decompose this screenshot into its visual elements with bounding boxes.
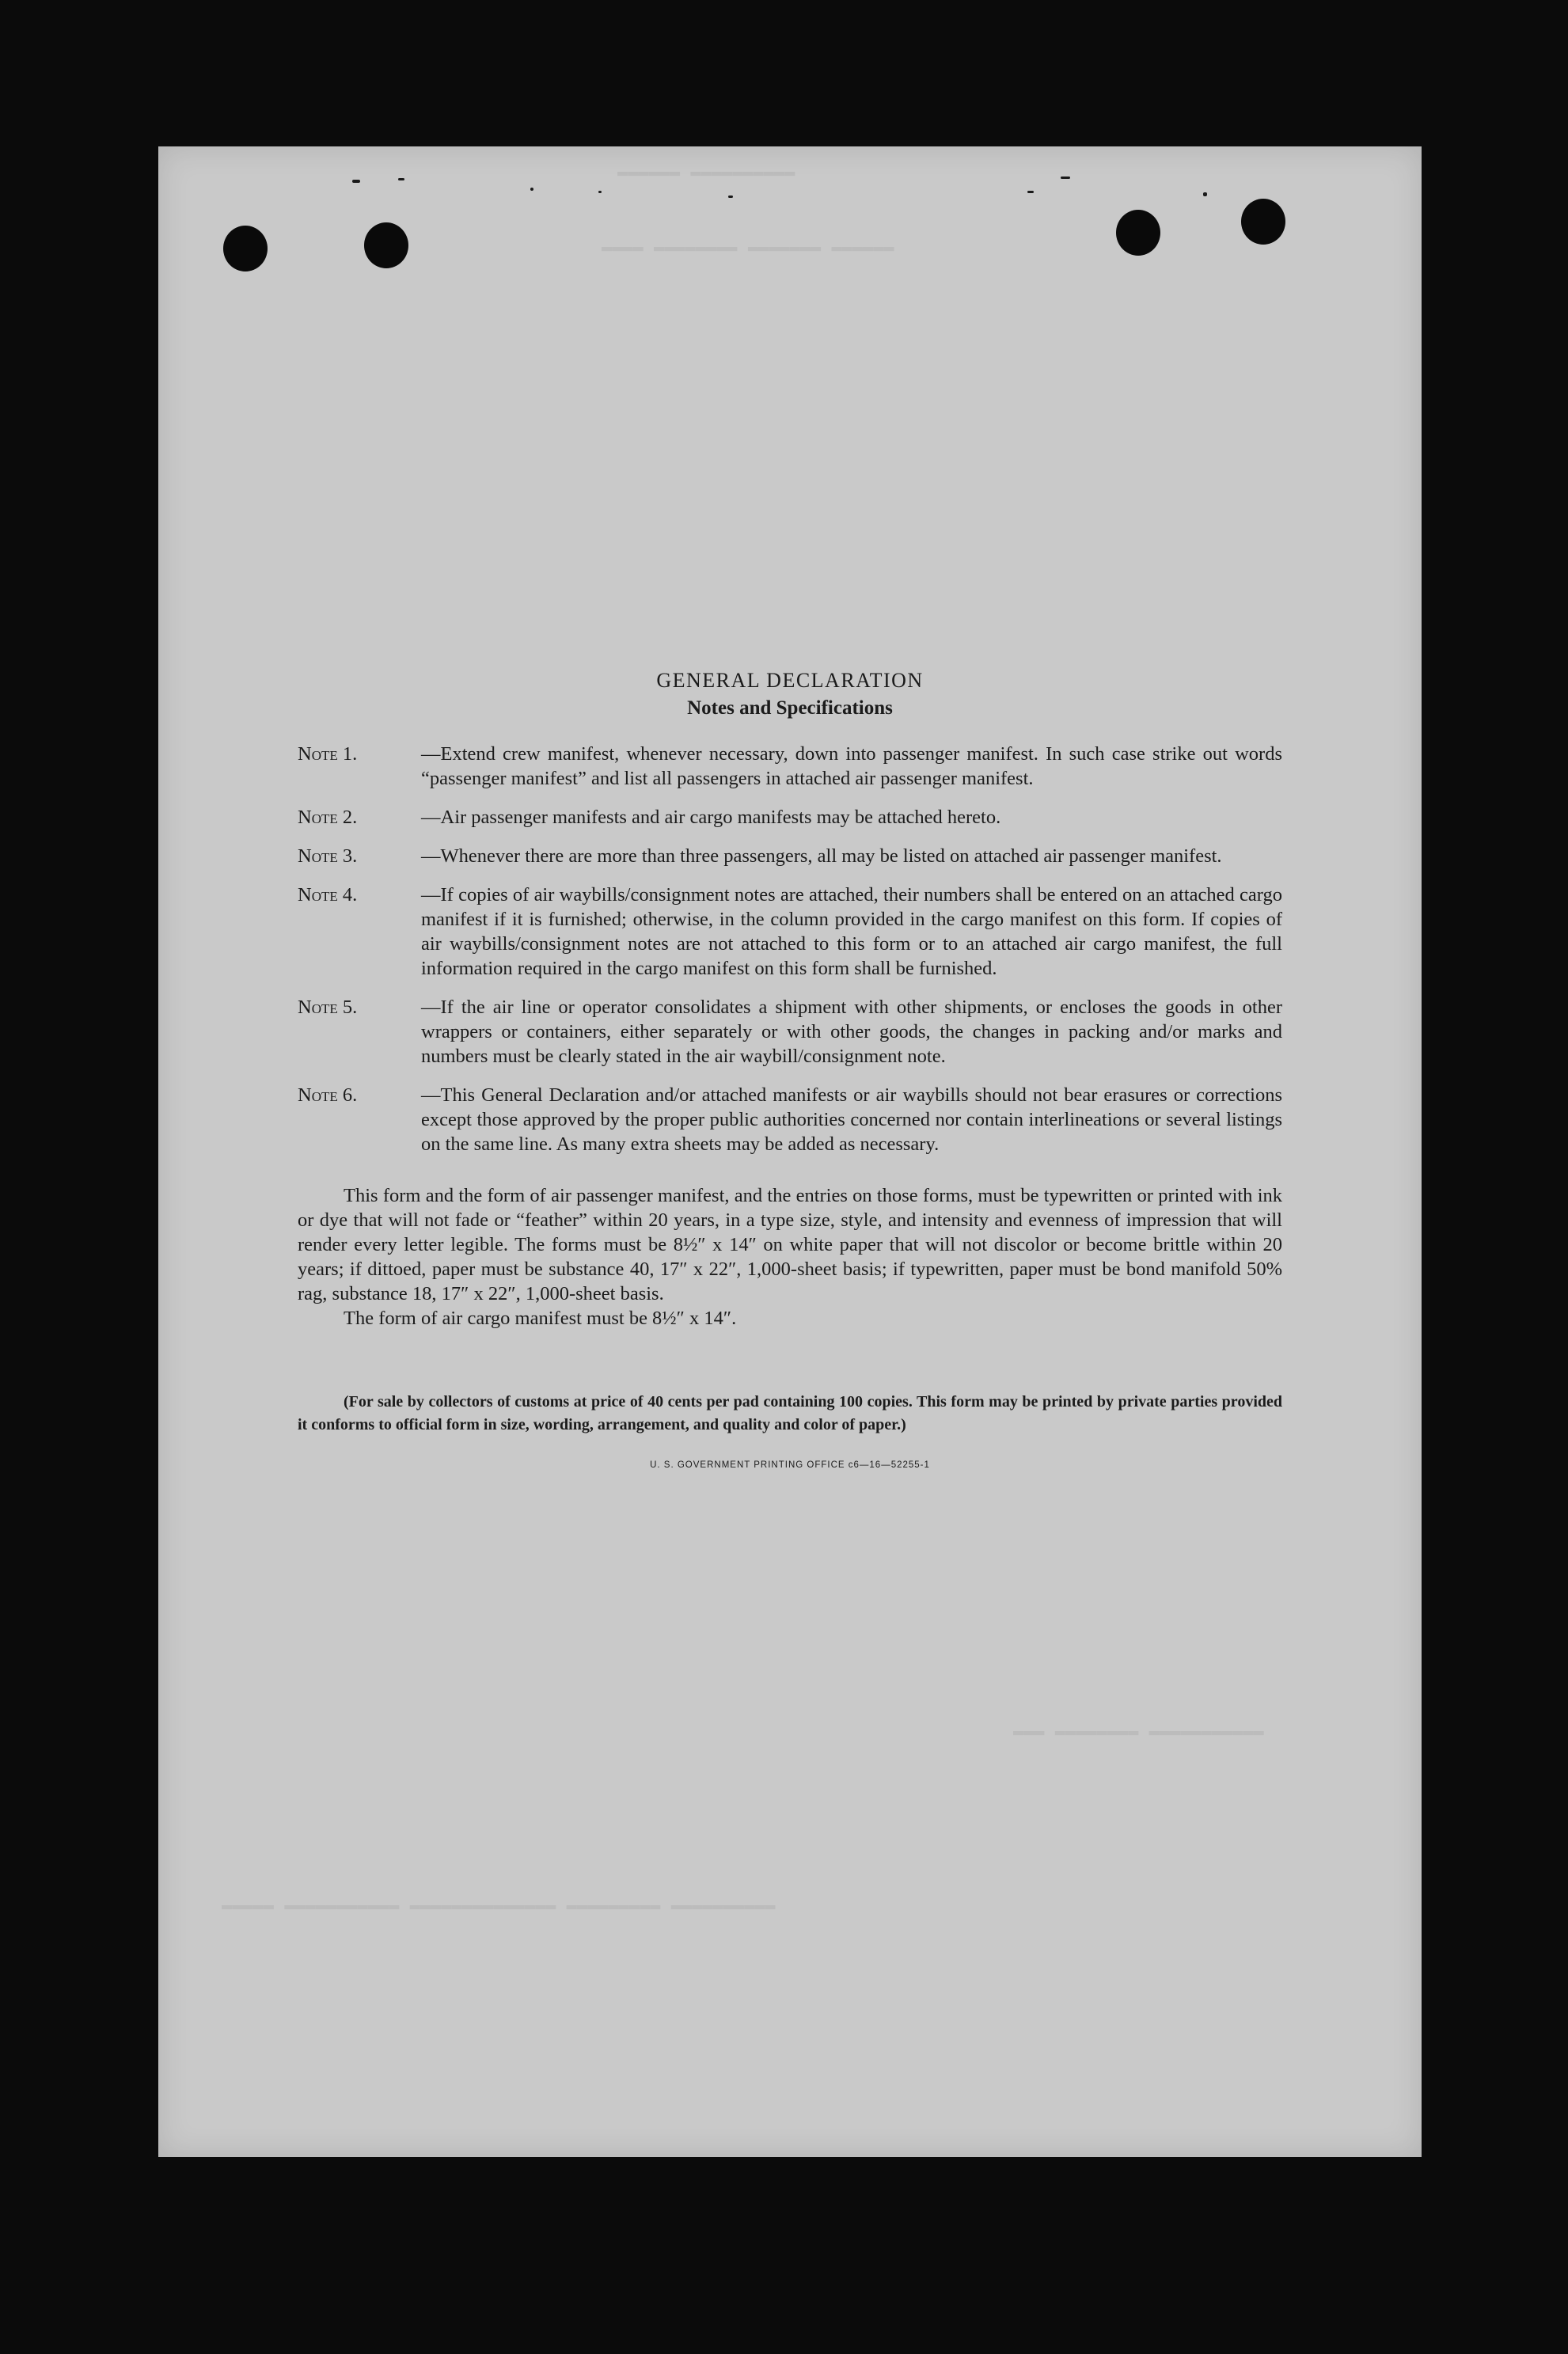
note-label: Note 1. bbox=[298, 743, 358, 765]
note-text: —Extend crew manifest, whenever necessary, down into passenger manifest. In such case strike out words “passenger manifest” and list all passengers in attached air passenger manifest. bbox=[421, 743, 1282, 789]
note-text: —This General Declaration and/or attached manifests or air waybills should not bear erasures or corrections except those approved by the proper public authorities concerned nor contain interlineations or several listings on the same line. As many extra sheets may be added as necessary. bbox=[421, 1084, 1282, 1155]
note-1 bbox=[298, 742, 1282, 791]
note-6 bbox=[298, 1083, 1282, 1156]
bleed-through-text: ▬▬▬▬ ▬▬▬▬▬▬▬▬ ▬▬▬▬▬▬▬ ▬▬▬▬▬▬ bbox=[602, 237, 894, 257]
page-subtitle: Notes and Specifications bbox=[687, 697, 893, 719]
ink-speck bbox=[1203, 192, 1207, 196]
note-label: Note 6. bbox=[298, 1084, 358, 1106]
ink-speck bbox=[598, 191, 602, 193]
bleed-through-text: ▬▬▬▬▬▬ ▬▬▬▬▬▬▬▬▬▬ bbox=[617, 162, 795, 182]
specification-paragraph: This form and the form of air passenger manifest, and the entries on those forms, must be typewritten or printed with ink or dye that will not fade or “feather” within 20 years, in a type size, style, and intensity and evenness of impression that will render every letter legible. The forms must be 8½″ x 14″ on white paper that will not discolor or become brittle within 20 years; if dittoed, paper must be substance 40, 17″ x 22″, 1,000-sheet basis; if typewritten, paper must be bond manifold 50% rag, substance 18, 17″ x 22″, 1,000-sheet basis. bbox=[298, 1185, 1282, 1304]
cargo-manifest-size: The form of air cargo manifest must be 8½″ x 14″. bbox=[344, 1308, 737, 1329]
declaration-notes bbox=[298, 669, 1282, 1470]
ink-speck bbox=[352, 180, 360, 183]
note-text: —If the air line or operator consolidates a shipment with other shipments, or encloses the goods in other wrappers or containers, either separately or with other goods, the changes in packing and/or marks and numbers must be clearly stated in the air waybill/consignment note. bbox=[421, 997, 1282, 1067]
note-2 bbox=[298, 805, 1282, 830]
bleed-through-text: ▬▬▬▬▬ ▬▬▬▬▬▬▬▬▬▬▬ ▬▬▬▬▬▬▬▬▬▬▬▬▬▬ ▬▬▬▬▬▬▬▬▬ ▬▬▬▬▬▬▬▬▬▬ bbox=[222, 1896, 776, 1915]
punch-hole-2 bbox=[364, 222, 408, 268]
printing-office-imprint: U. S. GOVERNMENT PRINTING OFFICE c6—16—52255-1 bbox=[650, 1460, 930, 1470]
ink-speck bbox=[530, 188, 533, 191]
bleed-through-text: ▬▬▬ ▬▬▬▬▬▬▬▬ ▬▬▬▬▬▬▬▬▬▬▬ bbox=[1013, 1722, 1264, 1741]
page-title: GENERAL DECLARATION bbox=[656, 669, 924, 692]
note-label: Note 5. bbox=[298, 997, 358, 1018]
punch-hole-4 bbox=[1241, 199, 1285, 245]
note-text: —Air passenger manifests and air cargo manifests may be attached hereto. bbox=[421, 807, 1001, 828]
note-text: —If copies of air waybills/consignment notes are attached, their numbers shall be entered on an attached cargo manifest if it is furnished; otherwise, in the column provided in the cargo manifest on this form. If copies of air waybills/consignment notes are not attached to this form or to an attached air cargo manifest, the full information required in the cargo manifest on this form shall be furnished. bbox=[421, 884, 1282, 979]
sale-notice: (For sale by collectors of customs at price of 40 cents per pad containing 100 copies. This form may be printed by private parties provided it conforms to official form in size, wording, arrangement, and quality and color of paper.) bbox=[298, 1393, 1282, 1433]
punch-hole-3 bbox=[1116, 210, 1160, 256]
note-label: Note 3. bbox=[298, 845, 358, 867]
ink-speck bbox=[398, 178, 404, 180]
note-3 bbox=[298, 844, 1282, 868]
document-page bbox=[158, 146, 1422, 2157]
note-5 bbox=[298, 995, 1282, 1069]
ink-speck bbox=[728, 196, 733, 198]
note-4 bbox=[298, 883, 1282, 981]
note-label: Note 4. bbox=[298, 884, 358, 906]
note-label: Note 2. bbox=[298, 807, 358, 828]
punch-hole-1 bbox=[223, 226, 268, 271]
note-text: —Whenever there are more than three passengers, all may be listed on attached air passenger manifest. bbox=[421, 845, 1222, 867]
ink-speck bbox=[1027, 191, 1034, 193]
ink-speck bbox=[1061, 177, 1070, 179]
